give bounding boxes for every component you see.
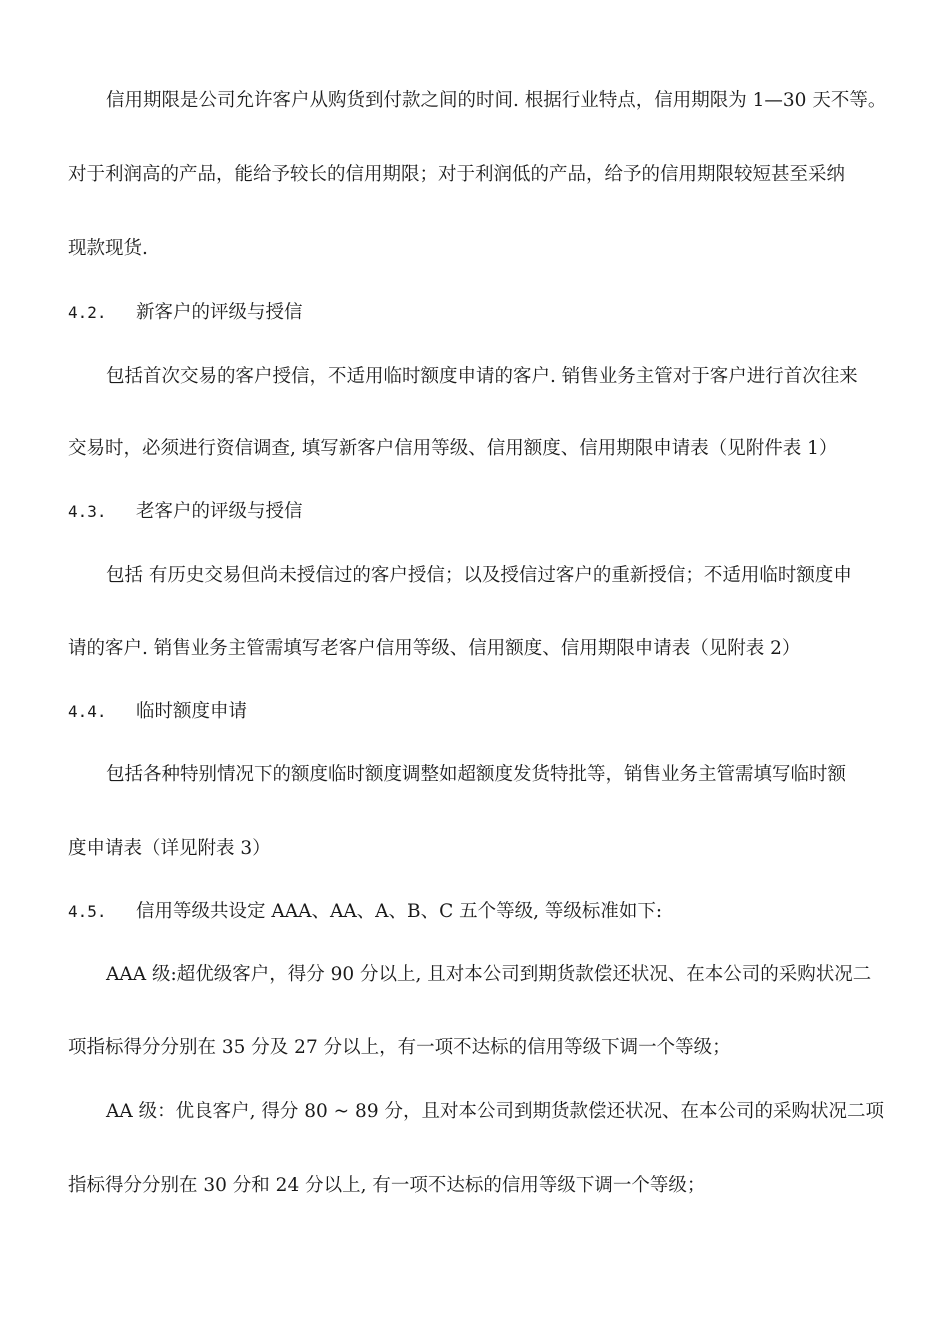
section-number-4-5: 4.5.	[68, 902, 107, 921]
section-number-4-4: 4.4.	[68, 702, 107, 721]
section-title-4-4: 临时额度申请	[136, 701, 248, 722]
section-title-4-3: 老客户的评级与授信	[136, 501, 303, 522]
section-4-4-body-line-1: 包括各种特别情况下的额度临时额度调整如超额度发货特批等，销售业务主管需填写临时额	[106, 764, 847, 785]
paragraph-credit-period-line-1: 信用期限是公司允许客户从购货到付款之间的时间. 根据行业特点，信用期限为 1—30 天不等。	[106, 90, 887, 111]
grade-aa-line-1: AA 级：优良客户, 得分 80 ~ 89 分，且对本公司到期货款偿还状况、在本公司的采购状况二项	[106, 1101, 884, 1122]
grade-aaa-line-2: 项指标得分分别在 35 分及 27 分以上，有一项不达标的信用等级下调一个等级；	[68, 1037, 731, 1058]
section-number-4-3: 4.3.	[68, 502, 107, 521]
section-number-4-2: 4.2.	[68, 303, 107, 322]
section-title-4-5: 信用等级共设定 AAA、AA、A、B、C 五个等级, 等级标准如下:	[136, 901, 663, 922]
section-4-3-body-line-2: 请的客户. 销售业务主管需填写老客户信用等级、信用额度、信用期限申请表（见附表 2）	[68, 638, 801, 659]
grade-aaa-line-1: AAA 级:超优级客户，得分 90 分以上, 且对本公司到期货款偿还状况、在本公司的采购状况二	[106, 964, 872, 985]
section-4-2-body-line-1: 包括首次交易的客户授信，不适用临时额度申请的客户. 销售业务主管对于客户进行首次往来	[106, 366, 858, 387]
grade-aa-line-2: 指标得分分别在 30 分和 24 分以上, 有一项不达标的信用等级下调一个等级；	[68, 1175, 706, 1196]
paragraph-credit-period-line-2: 对于利润高的产品，能给予较长的信用期限；对于利润低的产品，给予的信用期限较短甚至采纳	[68, 164, 846, 185]
section-4-3-body-line-1: 包括 有历史交易但尚未授信过的客户授信；以及授信过客户的重新授信；不适用临时额度申	[106, 565, 852, 586]
section-title-4-2: 新客户的评级与授信	[136, 302, 303, 323]
section-4-2-body-line-2: 交易时，必须进行资信调查, 填写新客户信用等级、信用额度、信用期限申请表（见附件表 1）	[68, 438, 838, 459]
paragraph-credit-period-line-3: 现款现货.	[68, 238, 148, 259]
section-4-4-body-line-2: 度申请表（详见附表 3）	[68, 838, 271, 859]
